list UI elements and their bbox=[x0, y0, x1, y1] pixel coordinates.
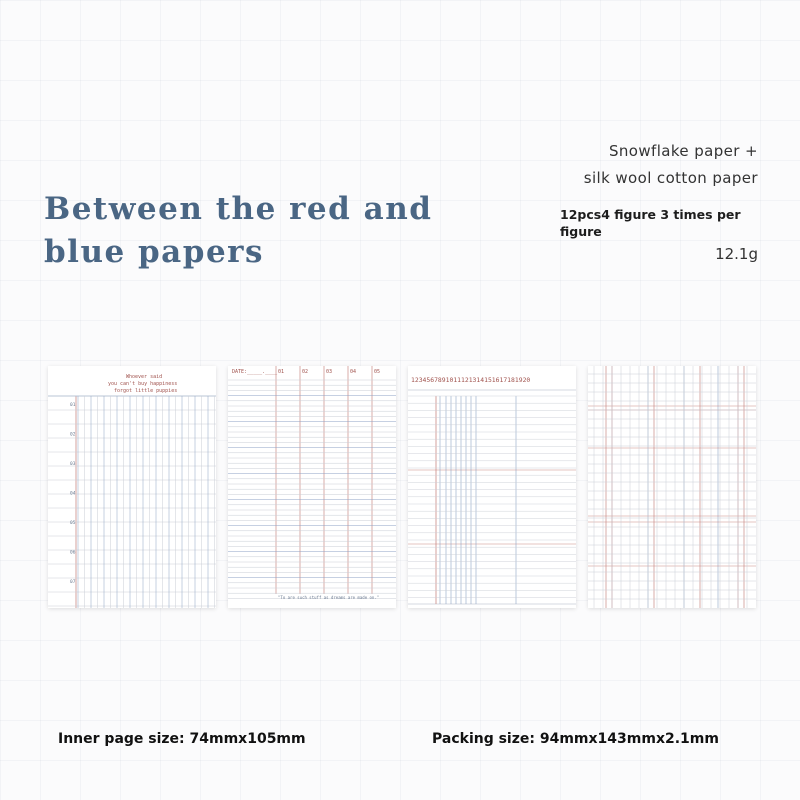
sheet-2-footer: "To are such stuff as dreams are made on." bbox=[278, 595, 380, 600]
paper-sample-4 bbox=[588, 366, 756, 608]
paper-sample-1 bbox=[48, 366, 216, 608]
sheet-2-column-number: 02 bbox=[302, 369, 309, 375]
sheet-1-quote-line-3: forgot little puppies bbox=[114, 388, 178, 394]
title-line-2: blue papers bbox=[44, 234, 264, 270]
sheet-2-column-number: 03 bbox=[326, 369, 333, 375]
packing-size: Packing size: 94mmx143mmx2.1mm bbox=[432, 731, 719, 747]
page-title bbox=[44, 188, 464, 274]
material-line-2: silk wool cotton paper bbox=[583, 169, 758, 187]
sheet-3-number-strip: 1234567891011121314151617181920 bbox=[411, 376, 531, 384]
sheet-1-row-number: 07 bbox=[70, 580, 76, 585]
sheet-2-column-number: 04 bbox=[350, 369, 357, 375]
inner-page-size: Inner page size: 74mmx105mm bbox=[58, 731, 306, 747]
sheet-1-row-number: 01 bbox=[70, 403, 76, 408]
sheet-1-row-number: 02 bbox=[70, 432, 76, 438]
sheet-2-column-number: 01 bbox=[278, 369, 285, 375]
sheet-1-row-number: 05 bbox=[70, 521, 76, 526]
sheet-1-quote-line-2: you can't buy happiness bbox=[108, 381, 178, 387]
sheet-1-quote-line-1: Whoever said bbox=[126, 374, 163, 380]
sheet-2-date-label: DATE:_____.____ bbox=[232, 369, 278, 375]
count-spec: 12pcs4 figure 3 times per figure bbox=[560, 207, 741, 239]
paper-sample-3 bbox=[408, 366, 576, 608]
material-line-1: Snowflake paper + bbox=[608, 142, 758, 160]
title-line-1: Between the red and bbox=[44, 191, 433, 227]
sheet-3-grid bbox=[408, 366, 576, 608]
sheet-1-row-number: 04 bbox=[70, 491, 76, 497]
sheet-2-column-number: 05 bbox=[374, 369, 381, 375]
material-spec bbox=[584, 138, 758, 192]
weight-spec: 12.1g bbox=[715, 245, 758, 263]
sheet-1-row-number: 06 bbox=[70, 550, 76, 556]
paper-sample-2 bbox=[228, 366, 396, 608]
sheet-4-grid bbox=[588, 366, 756, 608]
sheet-1-row-number: 03 bbox=[70, 462, 76, 467]
sheet-2-grid bbox=[228, 366, 396, 608]
sheet-1-grid bbox=[48, 366, 216, 608]
